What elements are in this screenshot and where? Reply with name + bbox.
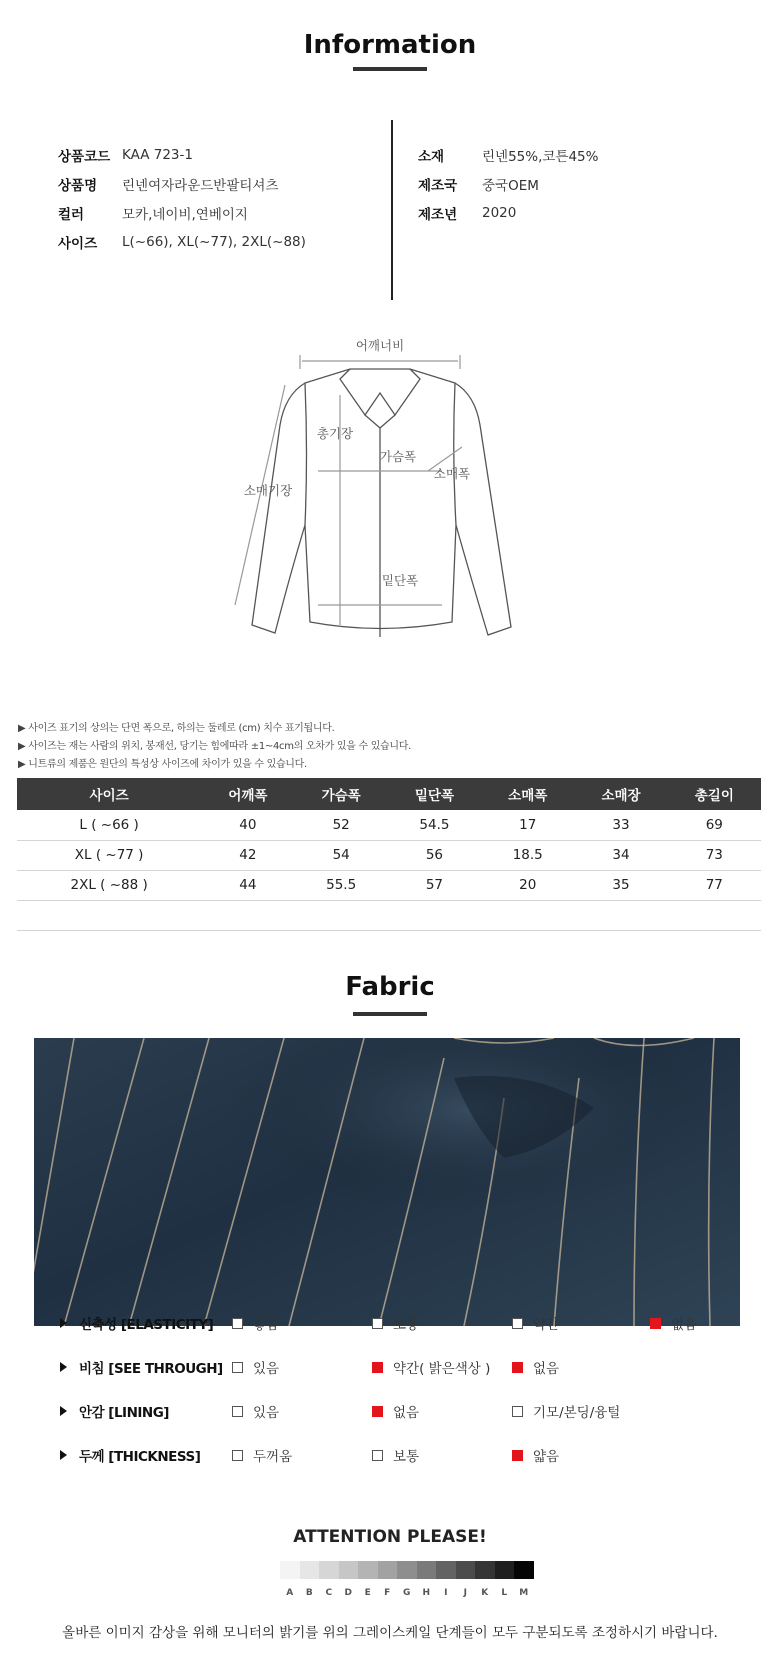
table-cell: 20 [481, 870, 574, 900]
info-row-color [58, 198, 306, 227]
arrow-right-icon [60, 1450, 67, 1460]
attention-note: 올바른 이미지 감상을 위해 모니터의 밝기를 위의 그레이스케일 단계들이 모두 구분되도록 조정하시기 바랍니다. [62, 1625, 718, 1641]
grayscale-swatch [300, 1561, 320, 1579]
diagram-shoulder-label: 어깨너비 [355, 338, 405, 353]
size-table-header [17, 778, 761, 810]
table-cell: 69 [668, 810, 761, 840]
info-value: 중국OEM [482, 177, 539, 194]
option-normal[interactable]: 보통 [372, 1313, 419, 1333]
table-cell: 57 [388, 870, 481, 900]
grayscale-letter: D [344, 1588, 352, 1598]
header-hem: 밑단폭 [388, 778, 481, 810]
table-cell: 54 [295, 840, 388, 870]
grayscale-swatch [456, 1561, 476, 1579]
table-row-empty [17, 900, 761, 930]
table-cell: 44 [201, 870, 294, 900]
option-none[interactable]: 없음 [650, 1313, 697, 1333]
header-total-length: 총길이 [668, 778, 761, 810]
grayscale-letter: I [444, 1588, 448, 1598]
info-key: 제조년 [418, 206, 458, 223]
grayscale-swatch [417, 1561, 437, 1579]
diagram-sleeve-length-label: 소매기장 [243, 483, 293, 498]
grayscale-swatch [495, 1561, 515, 1579]
info-key: 소재 [418, 148, 445, 165]
header-shoulder: 어깨폭 [201, 778, 294, 810]
table-cell: 35 [574, 870, 667, 900]
option-thick[interactable]: 두꺼움 [232, 1445, 292, 1465]
grayscale-swatch [397, 1561, 417, 1579]
info-key: 사이즈 [58, 235, 98, 252]
property-thickness [60, 1445, 740, 1469]
info-key: 제조국 [418, 177, 458, 194]
fabric-title: Fabric [345, 972, 435, 1002]
property-label: 신축성 [ELASTICITY] [60, 1313, 213, 1333]
table-row [17, 870, 761, 900]
property-label: 비침 [SEE THROUGH] [60, 1357, 223, 1377]
table-cell: 56 [388, 840, 481, 870]
option-fleece[interactable]: 기모/본딩/융털 [512, 1401, 620, 1421]
header-size: 사이즈 [17, 778, 201, 810]
measurement-diagram [230, 325, 550, 665]
property-see-through [60, 1357, 740, 1381]
grayscale-letter: G [403, 1588, 411, 1598]
option-yes[interactable]: 있음 [232, 1401, 279, 1421]
size-note: ▶ 니트류의 제품은 원단의 특성상 사이즈에 차이가 있을 수 있습니다. [18, 759, 307, 770]
grayscale-letter: E [364, 1588, 371, 1598]
grayscale-swatch [280, 1561, 300, 1579]
option-none[interactable]: 없음 [372, 1401, 419, 1421]
info-row-country [418, 169, 598, 198]
info-row-material [418, 140, 598, 169]
option-none[interactable]: 없음 [512, 1357, 559, 1377]
checkbox-checked-icon [372, 1406, 383, 1417]
grayscale-letter: J [463, 1588, 467, 1598]
grayscale-letters [280, 1588, 534, 1598]
grayscale-letter: B [305, 1588, 313, 1598]
grayscale-swatch [514, 1561, 534, 1579]
table-cell: 77 [668, 870, 761, 900]
table-cell: 34 [574, 840, 667, 870]
info-value: 모카,네이비,연베이지 [122, 206, 248, 223]
option-good[interactable]: 좋음 [232, 1313, 279, 1333]
header-sleeve-length: 소매장 [574, 778, 667, 810]
info-value: 2020 [482, 204, 517, 221]
table-cell: 52 [295, 810, 388, 840]
size-note: ▶ 사이즈는 재는 사람의 위치, 봉재선, 당기는 힘에따라 ±1~4cm의 오차가 있을 수 있습니다. [18, 741, 412, 752]
grayscale-swatch [475, 1561, 495, 1579]
diagram-total-length-label: 총기장 [316, 426, 354, 441]
table-cell: 17 [481, 810, 574, 840]
grayscale-swatch [358, 1561, 378, 1579]
header-chest: 가슴폭 [295, 778, 388, 810]
size-notes [18, 720, 411, 774]
grayscale-swatch [319, 1561, 339, 1579]
size-table [17, 778, 761, 931]
arrow-right-icon [60, 1318, 67, 1328]
table-cell: 55.5 [295, 870, 388, 900]
grayscale-swatch [378, 1561, 398, 1579]
grayscale-letter: C [325, 1588, 333, 1598]
table-cell: XL ( ~77 ) [17, 840, 201, 870]
info-row-size [58, 227, 306, 256]
table-cell: 40 [201, 810, 294, 840]
checkbox-checked-icon [512, 1362, 523, 1373]
table-row [17, 810, 761, 840]
table-cell: 73 [668, 840, 761, 870]
info-value: 린넨55%,코튼45% [482, 148, 599, 165]
grayscale-letter: M [519, 1588, 529, 1598]
info-right-column [418, 140, 598, 227]
checkbox-icon [512, 1318, 523, 1329]
fabric-closeup-image [34, 1038, 740, 1326]
info-row-product-code [58, 140, 306, 169]
info-value: 린넨여자라운드반팔티셔츠 [122, 177, 279, 194]
option-yes[interactable]: 있음 [232, 1357, 279, 1377]
grayscale-letter: L [501, 1588, 508, 1598]
checkbox-icon [232, 1450, 243, 1461]
option-normal[interactable]: 보통 [372, 1445, 419, 1465]
option-slight[interactable]: 약간 [512, 1313, 559, 1333]
table-row [17, 840, 761, 870]
table-cell: 2XL ( ~88 ) [17, 870, 201, 900]
grayscale-swatch [339, 1561, 359, 1579]
checkbox-icon [232, 1318, 243, 1329]
grayscale-letter: H [422, 1588, 431, 1598]
checkbox-checked-icon [512, 1450, 523, 1461]
info-row-year [418, 198, 598, 227]
attention-title: ATTENTION PLEASE! [293, 1527, 487, 1547]
info-value: KAA 723-1 [122, 146, 193, 163]
information-title-underline [353, 67, 427, 71]
grayscale-swatch [436, 1561, 456, 1579]
table-cell-empty [17, 900, 761, 930]
info-row-product-name [58, 169, 306, 198]
checkbox-checked-icon [372, 1362, 383, 1373]
diagram-sleeve-width-label: 소매폭 [433, 466, 471, 481]
information-title: Information [303, 30, 477, 60]
fabric-title-underline [353, 1012, 427, 1016]
grayscale-letter: A [286, 1588, 294, 1598]
table-cell: 18.5 [481, 840, 574, 870]
size-note: ▶ 사이즈 표기의 상의는 단면 폭으로, 하의는 둘레로 (cm) 치수 표기됩니다. [18, 723, 335, 734]
grayscale-letter: F [384, 1588, 391, 1598]
property-label: 안감 [LINING] [60, 1401, 169, 1421]
property-elasticity [60, 1313, 740, 1337]
table-cell: 33 [574, 810, 667, 840]
diagram-hem-label: 밑단폭 [381, 573, 419, 588]
checkbox-icon [372, 1318, 383, 1329]
property-lining [60, 1401, 740, 1425]
shirt-outline [252, 369, 511, 637]
info-divider [391, 120, 393, 300]
info-key: 상품명 [58, 177, 98, 194]
grayscale-bar [280, 1561, 534, 1579]
table-cell: 54.5 [388, 810, 481, 840]
checkbox-icon [372, 1450, 383, 1461]
table-cell: L ( ~66 ) [17, 810, 201, 840]
property-label: 두께 [THICKNESS] [60, 1445, 200, 1465]
option-slight[interactable]: 약간( 밝은색상 ) [372, 1357, 490, 1377]
option-thin[interactable]: 얇음 [512, 1445, 559, 1465]
grayscale-letter: K [481, 1588, 489, 1598]
checkbox-icon [512, 1406, 523, 1417]
diagram-chest-label: 가슴폭 [379, 449, 417, 464]
checkbox-checked-icon [650, 1318, 661, 1329]
info-value: L(~66), XL(~77), 2XL(~88) [122, 233, 306, 250]
info-key: 컬러 [58, 206, 85, 223]
info-key: 상품코드 [58, 148, 111, 165]
table-cell: 42 [201, 840, 294, 870]
arrow-right-icon [60, 1406, 67, 1416]
checkbox-icon [232, 1406, 243, 1417]
checkbox-icon [232, 1362, 243, 1373]
arrow-right-icon [60, 1362, 67, 1372]
header-sleeve-width: 소매폭 [481, 778, 574, 810]
info-left-column [58, 140, 306, 256]
